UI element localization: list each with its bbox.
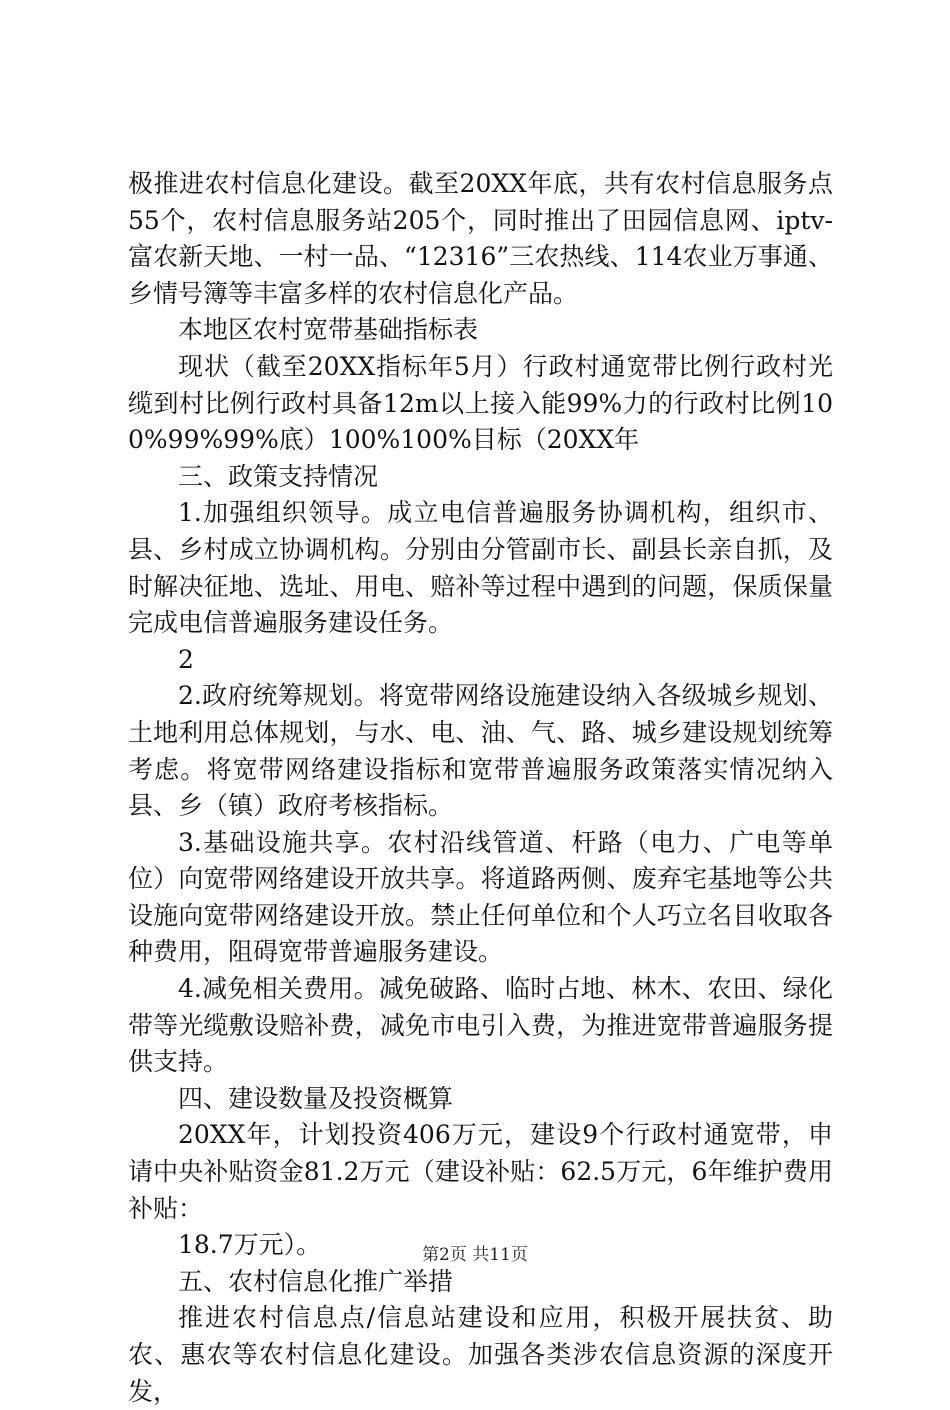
paragraph: 现状（截至20XX指标年5月）行政村通宽带比例行政村光缆到村比例行政村具备12m以上接入能99%力的行政村比例100%99%99%底）100%100%目标（20XX年: [128, 351, 833, 455]
paragraph: 极推进农村信息化建设。截至20XX年底，共有农村信息服务点55个，农村信息服务站205个，同时推出了田园信息网、iptv-富农新天地、一村一品、“12316”三农热线、114农业万事通、乡情号簿等丰富多样的农村信息化产品。: [128, 169, 833, 308]
section-heading: 五、农村信息化推广举措: [178, 1266, 454, 1296]
paragraph: 20XX年，计划投资406万元，建设9个行政村通宽带，申请中央补贴资金81.2万元（建设补贴：62.5万元，6年维护费用补贴：: [128, 1120, 833, 1223]
paragraph: 本地区农村宽带基础指标表: [178, 315, 479, 345]
section-heading: 四、建设数量及投资概算: [178, 1083, 454, 1113]
paragraph: 2: [178, 644, 194, 674]
paragraph: 18.7万元）。: [178, 1230, 322, 1260]
paragraph: 推进农村信息点/信息站建设和应用，积极开展扶贫、助农、惠农等农村信息化建设。加强各类涉农信息资源的深度开发，: [128, 1303, 833, 1406]
page-number-footer: 第2页 共11页: [422, 1245, 528, 1265]
paragraph: 2.政府统筹规划。将宽带网络设施建设纳入各级城乡规划、土地利用总体规划，与水、电、油、气、路、城乡建设规划统筹考虑。将宽带网络建设指标和宽带普遍服务政策落实情况纳入县、乡（镇）政府考核指标。: [128, 681, 833, 821]
paragraph: 3.基础设施共享。农村沿线管道、杆路（电力、广电等单位）向宽带网络建设开放共享。将道路两侧、废弃宅基地等公共设施向宽带网络建设开放。禁止任何单位和个人巧立名目收取各种费用，阻碍宽带普遍服务建设。: [128, 827, 833, 967]
paragraph: 4.减免相关费用。减免破路、临时占地、林木、农田、绿化带等光缆敷设赔补费，减免市电引入费，为推进宽带普遍服务提供支持。: [128, 974, 833, 1077]
document-body: [128, 166, 833, 1410]
section-heading: 三、政策支持情况: [178, 461, 379, 491]
paragraph: 1.加强组织领导。成立电信普遍服务协调机构，组织市、县、乡村成立协调机构。分别由分管副市长、副县长亲自抓，及时解决征地、选址、用电、赔补等过程中遇到的问题，保质保量完成电信普遍服务建设任务。: [128, 498, 833, 638]
